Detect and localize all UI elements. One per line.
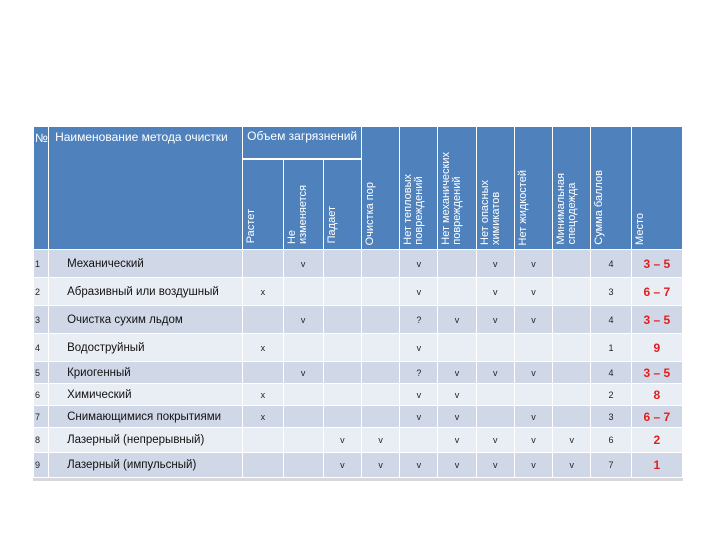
- table-row: [34, 278, 683, 306]
- row-number: 4: [34, 334, 49, 362]
- header-no-mechanical-damage: Нет механических повреждений: [440, 152, 464, 245]
- row-number: 5: [34, 362, 49, 384]
- row-number: 9: [34, 453, 49, 478]
- header-no-hazardous-chemicals: Нет опасных химикатов: [478, 180, 502, 245]
- table-cell: v: [400, 384, 438, 406]
- table-cell: v: [514, 428, 552, 453]
- table-cell: [283, 384, 323, 406]
- row-number: 2: [34, 278, 49, 306]
- table-cell: 3: [591, 406, 631, 428]
- table-cell: [283, 278, 323, 306]
- table-row: [34, 428, 683, 453]
- place-value: 3 – 5: [631, 250, 682, 278]
- table-cell: [243, 362, 283, 384]
- place-value: 1: [631, 453, 682, 478]
- table-cell: [361, 406, 399, 428]
- table-cell: 4: [591, 306, 631, 334]
- table-cell: v: [514, 250, 552, 278]
- table-cell: [400, 428, 438, 453]
- table-cell: 1: [591, 334, 631, 362]
- table-cell: 4: [591, 362, 631, 384]
- table-cell: [361, 250, 399, 278]
- table-cell: v: [438, 306, 476, 334]
- table-cell: [476, 406, 514, 428]
- header-method-name: Наименование метода очистки: [49, 127, 243, 250]
- table-cell: 4: [591, 250, 631, 278]
- table-cell: [323, 250, 361, 278]
- table-cell: v: [323, 428, 361, 453]
- table-row: [34, 334, 683, 362]
- table-cell: [323, 278, 361, 306]
- place-value: 6 – 7: [631, 406, 682, 428]
- table-cell: v: [323, 453, 361, 478]
- table-row: [34, 453, 683, 478]
- table-cell: v: [438, 384, 476, 406]
- table-cell: [438, 250, 476, 278]
- header-unchanged: Не изменяется: [285, 184, 309, 244]
- table-cell: 2: [591, 384, 631, 406]
- table-cell: [361, 306, 399, 334]
- method-name: Абразивный или воздушный: [49, 278, 243, 306]
- table-cell: v: [476, 278, 514, 306]
- table-row: [34, 362, 683, 384]
- table-cell: v: [553, 428, 591, 453]
- table-cell: [283, 406, 323, 428]
- table-cell: ?: [400, 306, 438, 334]
- table-cell: v: [553, 453, 591, 478]
- table-cell: v: [283, 306, 323, 334]
- table-cell: 6: [591, 428, 631, 453]
- table-cell: v: [438, 362, 476, 384]
- table-cell: [243, 428, 283, 453]
- header-number: №: [34, 127, 49, 250]
- table-cell: [243, 306, 283, 334]
- table-cell: [323, 334, 361, 362]
- table-cell: [243, 250, 283, 278]
- table-cell: [283, 453, 323, 478]
- table-cell: [553, 278, 591, 306]
- table-cell: x: [243, 278, 283, 306]
- place-value: 3 – 5: [631, 306, 682, 334]
- table-cell: 3: [591, 278, 631, 306]
- header-pollution-group: Объем загрязнений: [243, 127, 362, 159]
- table-cell: v: [476, 362, 514, 384]
- table-cell: x: [243, 334, 283, 362]
- table-cell: [553, 406, 591, 428]
- table-cell: v: [476, 453, 514, 478]
- table-row: [34, 250, 683, 278]
- place-value: 9: [631, 334, 682, 362]
- table-cell: 7: [591, 453, 631, 478]
- table-cell: v: [514, 362, 552, 384]
- table-cell: v: [514, 306, 552, 334]
- table-cell: v: [438, 428, 476, 453]
- header-no-thermal-damage: Нет тепловых повреждений: [402, 174, 426, 245]
- row-number: 3: [34, 306, 49, 334]
- header-decreases: Падает: [325, 206, 338, 244]
- method-name: Лазерный (импульсный): [49, 453, 243, 478]
- header-minimal-workwear: Минимальная спецодежда: [555, 173, 579, 245]
- table-cell: [323, 306, 361, 334]
- table-cell: [553, 250, 591, 278]
- table-cell: [438, 334, 476, 362]
- table-cell: [323, 384, 361, 406]
- table-body: [34, 250, 683, 478]
- place-value: 8: [631, 384, 682, 406]
- place-value: 3 – 5: [631, 362, 682, 384]
- header-no-liquids: Нет жидкостей: [516, 169, 529, 245]
- table-row: [34, 306, 683, 334]
- method-name: Снимающимися покрытиями: [49, 406, 243, 428]
- row-number: 8: [34, 428, 49, 453]
- table-cell: v: [400, 406, 438, 428]
- table-cell: v: [283, 250, 323, 278]
- table-cell: [361, 384, 399, 406]
- table-cell: x: [243, 406, 283, 428]
- method-name: Лазерный (непрерывный): [49, 428, 243, 453]
- table-shadow: [33, 478, 683, 481]
- table-cell: [438, 278, 476, 306]
- row-number: 1: [34, 250, 49, 278]
- row-number: 6: [34, 384, 49, 406]
- table-cell: ?: [400, 362, 438, 384]
- header-grows: Растет: [245, 209, 258, 244]
- method-name: Криогенный: [49, 362, 243, 384]
- table-cell: v: [476, 306, 514, 334]
- table-cell: [553, 362, 591, 384]
- table-cell: [553, 334, 591, 362]
- table-cell: v: [361, 453, 399, 478]
- header-pore-cleaning: Очистка пор: [363, 181, 376, 245]
- method-name: Химический: [49, 384, 243, 406]
- table-cell: [283, 334, 323, 362]
- table-cell: v: [514, 406, 552, 428]
- method-name: Водоструйный: [49, 334, 243, 362]
- table-cell: [323, 362, 361, 384]
- table-cell: [553, 384, 591, 406]
- table-cell: [553, 306, 591, 334]
- table-cell: v: [438, 406, 476, 428]
- method-name: Очистка сухим льдом: [49, 306, 243, 334]
- table-cell: v: [400, 453, 438, 478]
- table-cell: [514, 384, 552, 406]
- header-place: Место: [633, 213, 646, 245]
- table-cell: [283, 428, 323, 453]
- table-row: [34, 406, 683, 428]
- table-cell: [361, 278, 399, 306]
- table-cell: [361, 334, 399, 362]
- table-cell: v: [476, 428, 514, 453]
- table-row: [34, 384, 683, 406]
- table-cell: v: [400, 334, 438, 362]
- table-cell: x: [243, 384, 283, 406]
- methods-table: [33, 126, 683, 478]
- table-cell: v: [283, 362, 323, 384]
- table-cell: [514, 334, 552, 362]
- place-value: 6 – 7: [631, 278, 682, 306]
- table-cell: v: [400, 278, 438, 306]
- table-cell: v: [514, 278, 552, 306]
- table-cell: [243, 453, 283, 478]
- method-name: Механический: [49, 250, 243, 278]
- table-cell: v: [400, 250, 438, 278]
- table-cell: [476, 334, 514, 362]
- table-cell: v: [438, 453, 476, 478]
- header-score-sum: Сумма баллов: [593, 170, 606, 245]
- table-cell: [476, 384, 514, 406]
- table-cell: [361, 362, 399, 384]
- table-cell: v: [361, 428, 399, 453]
- row-number: 7: [34, 406, 49, 428]
- table-cell: v: [476, 250, 514, 278]
- table-cell: v: [514, 453, 552, 478]
- table-cell: [323, 406, 361, 428]
- place-value: 2: [631, 428, 682, 453]
